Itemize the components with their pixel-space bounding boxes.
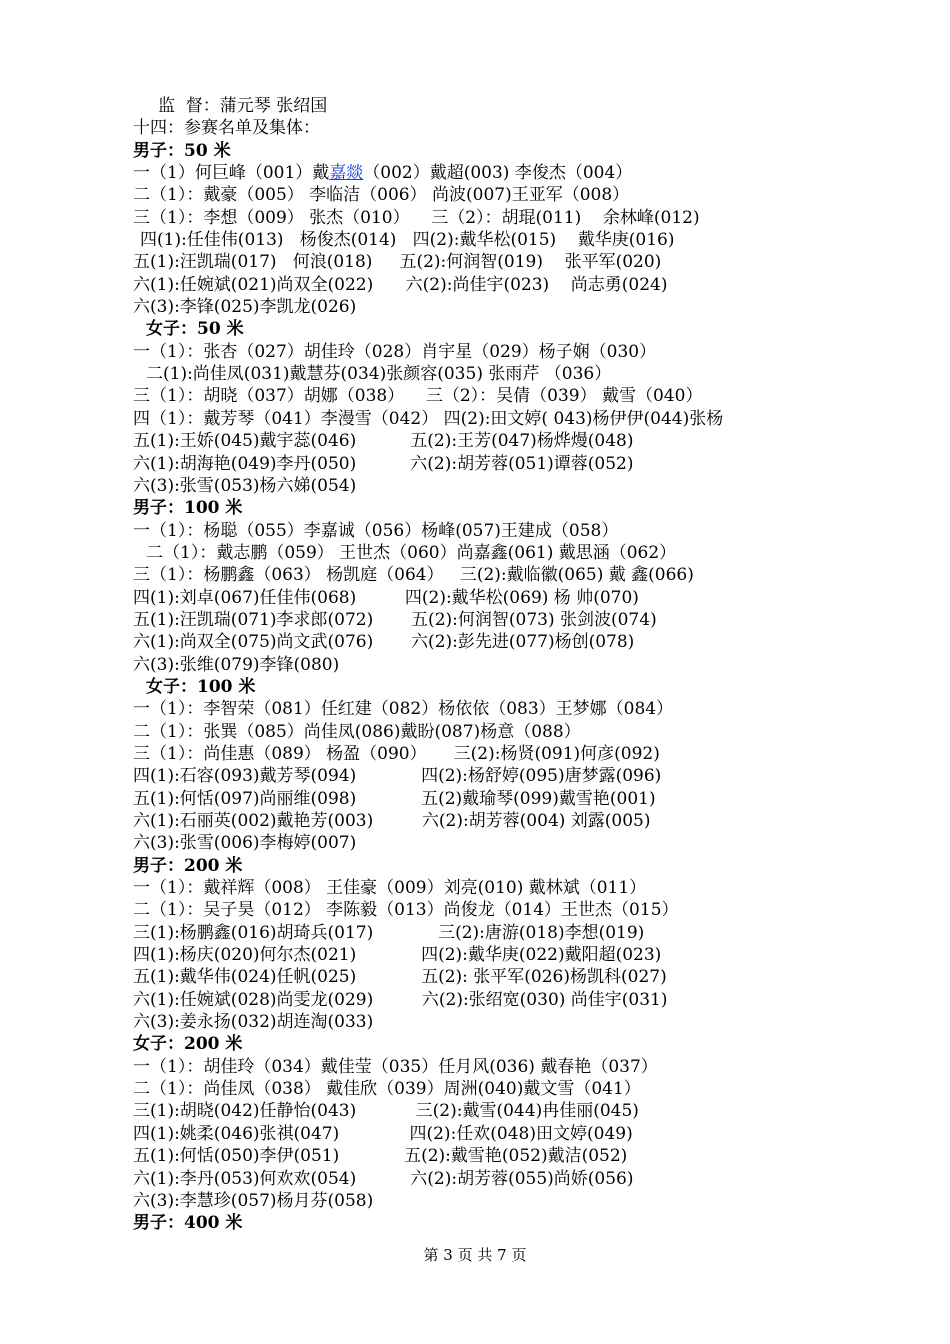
text-line <box>133 899 923 921</box>
text-line <box>133 810 923 832</box>
text-segment: 六(1):胡海艳(049)李丹(050) 六(2):胡芳蓉(051)谭蓉(052) <box>133 453 634 474</box>
text-segment: 二(1):尚佳凤(031)戴慧芬(034)张颜容(035) 张雨芹 （036） <box>146 364 612 385</box>
hyperlink-text[interactable]: 嘉燚 <box>329 163 364 184</box>
text-segment: 六(1):任婉斌(028)尚雯龙(029) 六(2):张绍宽(030) 尚佳宇(031) <box>133 989 668 1010</box>
text-segment: 二（1）：戴志鹏（059） 王世杰（060）尚嘉鑫(061) 戴思涵（062） <box>146 542 677 563</box>
text-segment: 五(1):何恬(050)李伊(051) 五(2):戴雪艳(052)戴洁(052) <box>133 1146 628 1167</box>
text-line <box>133 966 923 988</box>
text-segment: 三（1）：杨鹏鑫（063） 杨凯庭（064） 三(2):戴临徽(065) 戴 鑫(066) <box>133 565 694 586</box>
section-heading <box>133 318 923 340</box>
text-segment: 六(1):石丽英(002)戴艳芳(003) 六(2):胡芳蓉(004) 刘露(005) <box>133 811 651 831</box>
text-segment: 六(1):任婉斌(021)尚双全(022) 六(2):尚佳宇(023) 尚志勇(024) <box>133 274 668 295</box>
text-segment: 四(1):杨庆(020)何尔杰(021) 四(2):戴华庚(022)戴阳超(023) <box>133 945 662 966</box>
text-segment: 四(1):任佳伟(013) 杨俊杰(014) 四(2):戴华松(015) 戴华庚(016) <box>140 230 675 251</box>
page-footer: 第 3 页 共 7 页 <box>423 1246 527 1264</box>
text-segment: 男子：50 米 <box>133 140 231 161</box>
text-segment: 四（1）：戴芳琴（041）李漫雪（042） 四(2):田文婷( 043)杨伊伊(044)张杨 <box>133 408 724 429</box>
text-line <box>133 922 923 944</box>
text-segment: 一（1）：李智荣（081）任红建（082）杨依依（083）王梦娜（084） <box>133 699 674 720</box>
section-heading <box>133 140 923 162</box>
text-line <box>133 296 923 318</box>
text-segment: 五(1):汪凯瑞(017) 何浪(018) 五(2):何润智(019) 张平军(020) <box>133 252 662 273</box>
text-segment: 男子：100 米 <box>133 498 243 519</box>
text-segment: 三（1）：李想（009） 张杰（010） 三（2）：胡琨(011) 余林峰(012) <box>133 207 700 228</box>
text-segment: 六(3):姜永扬(032)胡连淘(033) <box>133 1012 374 1033</box>
text-line <box>133 788 923 810</box>
text-line <box>133 475 923 497</box>
text-segment: 二（1）：吴子昊（012） 李陈毅（013）尚俊龙（014）王世杰（015） <box>133 900 679 921</box>
text-segment: 六(3):张雪(053)杨六娣(054) <box>133 475 357 496</box>
text-segment: 女子：50 米 <box>146 319 244 340</box>
text-line <box>133 95 923 117</box>
text-line <box>133 1100 923 1122</box>
text-segment: 三(1):胡晓(042)任静怡(043) 三(2):戴雪(044)冉佳丽(045) <box>133 1101 639 1122</box>
text-segment: 四(1):姚柔(046)张祺(047) 四(2):任欢(048)田文婷(049) <box>133 1123 633 1144</box>
text-line <box>133 1168 923 1190</box>
text-segment: 女子：200 米 <box>133 1034 243 1055</box>
text-line <box>133 832 923 854</box>
section-heading <box>133 1212 923 1234</box>
section-heading <box>133 1033 923 1055</box>
text-line <box>133 251 923 273</box>
text-segment: 六(3):李锋(025)李凯龙(026) <box>133 297 357 318</box>
text-segment: 六(1):尚双全(075)尚文武(076) 六(2):彭先进(077)杨创(078) <box>133 632 635 653</box>
text-segment: 一（1）：张杏（027）胡佳玲（028）肖宇星（029）杨子娴（030） <box>133 341 657 362</box>
text-line <box>133 542 923 564</box>
text-line <box>133 1078 923 1100</box>
text-segment: 二（1）：张巽（085）尚佳凤(086)戴盼(087)杨意（088） <box>133 721 581 742</box>
text-segment: 男子：200 米 <box>133 855 243 876</box>
text-line <box>133 117 923 139</box>
text-segment: 三(1):杨鹏鑫(016)胡琦兵(017) 三(2):唐游(018)李想(019) <box>133 922 645 943</box>
text-line <box>133 989 923 1011</box>
text-segment: 一（1）：胡佳玲（034）戴佳莹（035）任月风(036) 戴春艳（037） <box>133 1056 658 1077</box>
text-line <box>133 564 923 586</box>
text-segment: 三（1）：胡晓（037）胡娜（038） 三（2）：吴倩（039） 戴雪（040） <box>133 386 703 407</box>
text-segment: 四(1):石容(093)戴芳琴(094) 四(2):杨舒婷(095)唐梦露(096) <box>133 766 662 787</box>
text-segment: 二（1）：戴豪（005） 李临洁（006） 尚波(007)王亚军（008） <box>133 185 630 206</box>
text-line <box>133 385 923 407</box>
text-segment: 监 督：蒲元琴 张绍国 <box>158 96 328 116</box>
text-segment: 三（1）：尚佳惠（089） 杨盈（090） 三(2):杨贤(091)何彦(092) <box>133 743 660 764</box>
text-line <box>133 698 923 720</box>
text-line <box>133 1190 923 1212</box>
text-line <box>133 1056 923 1078</box>
text-segment: 五(1):王娇(045)戴宇蕊(046) 五(2):王芳(047)杨烨熳(048) <box>133 431 634 452</box>
section-heading <box>133 855 923 877</box>
text-segment: 一（1）：戴祥辉（008） 王佳豪（009）刘亮(010) 戴林斌（011） <box>133 878 647 899</box>
text-segment: 五(1):何恬(097)尚丽维(098) 五(2)戴瑜琴(099)戴雪艳(001) <box>133 788 656 809</box>
text-line <box>133 765 923 787</box>
text-line <box>133 341 923 363</box>
text-line <box>133 408 923 430</box>
text-line <box>133 631 923 653</box>
text-segment: 一（1）：杨聪（055）李嘉诚（056）杨峰(057)王建成（058） <box>133 520 619 541</box>
text-line <box>133 654 923 676</box>
text-segment: 六(3):张维(079)李锋(080) <box>133 654 340 675</box>
text-line <box>133 721 923 743</box>
text-segment: （002）戴超(003) 李俊杰（004） <box>363 163 633 184</box>
section-heading <box>133 497 923 519</box>
text-line <box>133 944 923 966</box>
text-segment: 六(3):李慧珍(057)杨月芬(058) <box>133 1190 374 1211</box>
text-segment: 男子：400 米 <box>133 1213 243 1234</box>
text-segment: 一（1）何巨峰（001）戴 <box>133 163 330 184</box>
text-segment: 五(1):戴华伟(024)任帆(025) 五(2): 张平军(026)杨凯科(027) <box>133 967 667 988</box>
text-line <box>133 453 923 475</box>
text-line <box>133 520 923 542</box>
text-line <box>133 1123 923 1145</box>
section-heading <box>133 676 923 698</box>
text-segment: 五(1):汪凯瑞(071)李求郎(072) 五(2):何润智(073) 张剑波(074) <box>133 609 657 630</box>
text-segment: 六(3):张雪(006)李梅婷(007) <box>133 833 357 854</box>
text-body <box>133 95 923 1235</box>
text-line <box>133 609 923 631</box>
text-line <box>133 587 923 609</box>
text-line <box>133 1145 923 1167</box>
text-line <box>133 363 923 385</box>
text-segment: 十四：参赛名单及集体： <box>133 118 320 139</box>
text-line <box>133 162 923 184</box>
text-line <box>133 877 923 899</box>
text-line <box>133 274 923 296</box>
text-line <box>133 207 923 229</box>
text-line <box>133 743 923 765</box>
text-segment: 六(1):李丹(053)何欢欢(054) 六(2):胡芳蓉(055)尚娇(056) <box>133 1168 634 1189</box>
text-line <box>133 430 923 452</box>
text-segment: 二（1）：尚佳凤（038） 戴佳欣（039）周洲(040)戴文雪（041） <box>133 1079 641 1100</box>
text-line <box>133 1011 923 1033</box>
text-segment: 四(1):刘卓(067)任佳伟(068) 四(2):戴华松(069) 杨 帅(070) <box>133 587 639 608</box>
text-line <box>133 229 923 251</box>
text-line <box>133 184 923 206</box>
text-segment: 女子：100 米 <box>146 676 256 697</box>
